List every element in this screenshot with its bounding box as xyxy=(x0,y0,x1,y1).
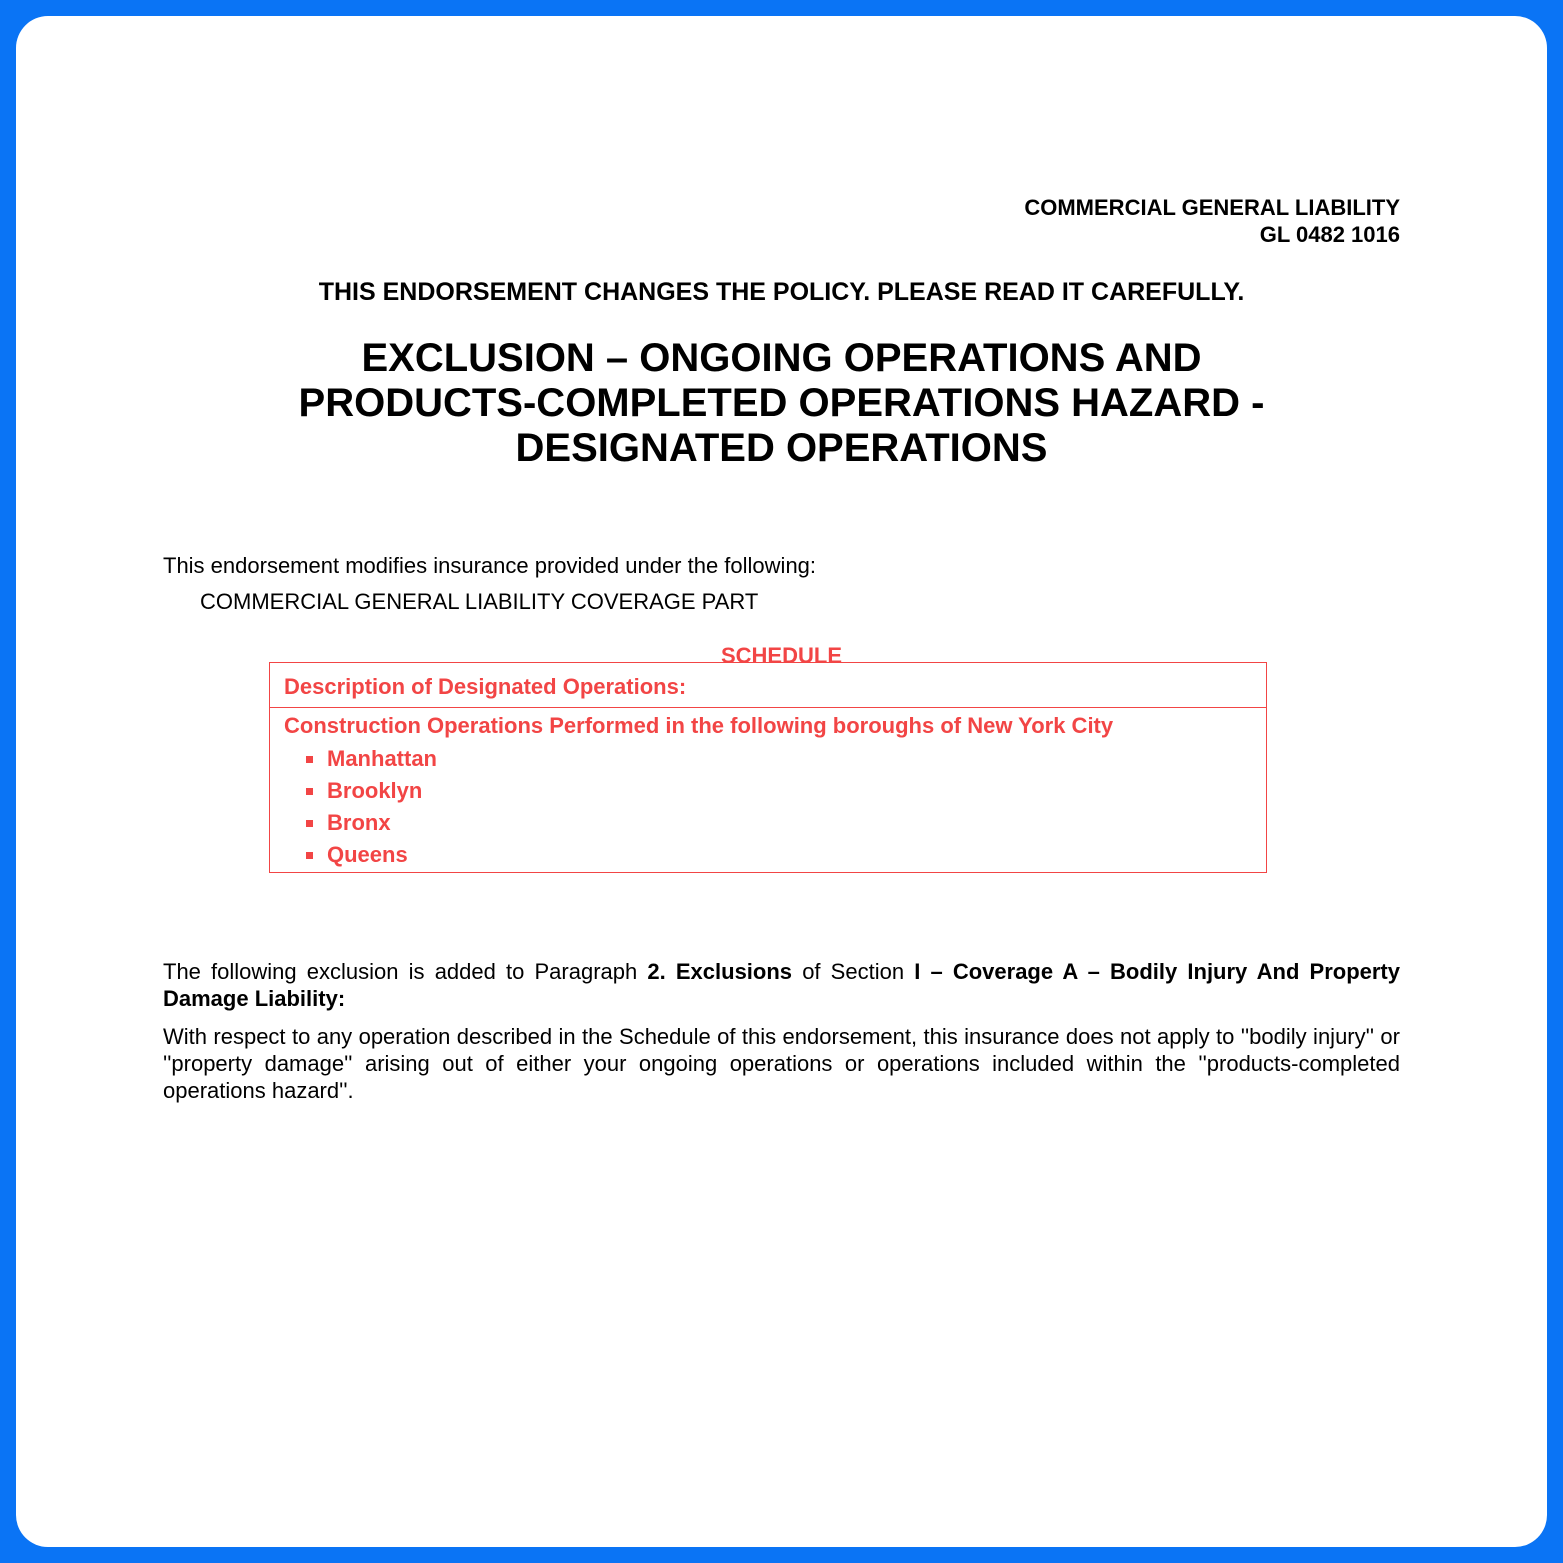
list-item xyxy=(306,839,1266,871)
square-bullet-icon xyxy=(306,820,313,827)
square-bullet-icon xyxy=(306,788,313,795)
schedule-description-body xyxy=(270,708,1266,871)
title-line-2: PRODUCTS-COMPLETED OPERATIONS HAZARD - xyxy=(298,381,1265,425)
exclusion-text-pre: The following exclusion is added to Paragraph xyxy=(163,959,648,984)
borough-name: Queens xyxy=(327,842,408,867)
form-identifier xyxy=(1024,194,1400,248)
form-number: GL 0482 1016 xyxy=(1259,222,1400,247)
exclusion-text-mid: of Section xyxy=(792,959,915,984)
section-reference: I – Coverage A – Bodily Injury And Property Damage Liability: xyxy=(163,959,1400,1011)
title-line-3: DESIGNATED OPERATIONS xyxy=(515,426,1048,470)
modifies-intro: This endorsement modifies insurance provided under the following: xyxy=(163,553,817,578)
borough-name: Bronx xyxy=(327,810,391,835)
coverage-part: COMMERCIAL GENERAL LIABILITY COVERAGE PART xyxy=(200,589,759,614)
borough-name: Manhattan xyxy=(327,746,437,771)
schedule-table xyxy=(269,662,1267,873)
schedule-heading: SCHEDULE xyxy=(720,643,842,668)
exclusion-paragraph xyxy=(163,958,1400,1012)
list-item xyxy=(306,743,1266,775)
endorsement-notice: THIS ENDORSEMENT CHANGES THE POLICY. PLEASE READ IT CAREFULLY. xyxy=(318,278,1245,306)
endorsement-title xyxy=(16,336,1547,471)
square-bullet-icon xyxy=(306,852,313,859)
document-page xyxy=(16,16,1547,1547)
title-line-1: EXCLUSION – ONGOING OPERATIONS AND xyxy=(361,336,1202,380)
paragraph-reference: 2. Exclusions xyxy=(647,959,793,984)
schedule-description-label: Description of Designated Operations: xyxy=(270,663,1266,708)
borough-list xyxy=(284,743,1266,871)
operations-description: Construction Operations Performed in the following boroughs of New York City xyxy=(284,713,1114,738)
square-bullet-icon xyxy=(306,756,313,763)
list-item xyxy=(306,775,1266,807)
list-item xyxy=(306,807,1266,839)
form-type: COMMERCIAL GENERAL LIABILITY xyxy=(1024,195,1400,220)
borough-name: Brooklyn xyxy=(327,778,423,803)
exclusion-body-text: With respect to any operation described in the Schedule of this endorsement, this insurance does not apply to ''bodily injury'' or ''property damage'' arising out of either your ongoing operations or operations included within the ''products-completed operations hazard''. xyxy=(163,1024,1400,1103)
